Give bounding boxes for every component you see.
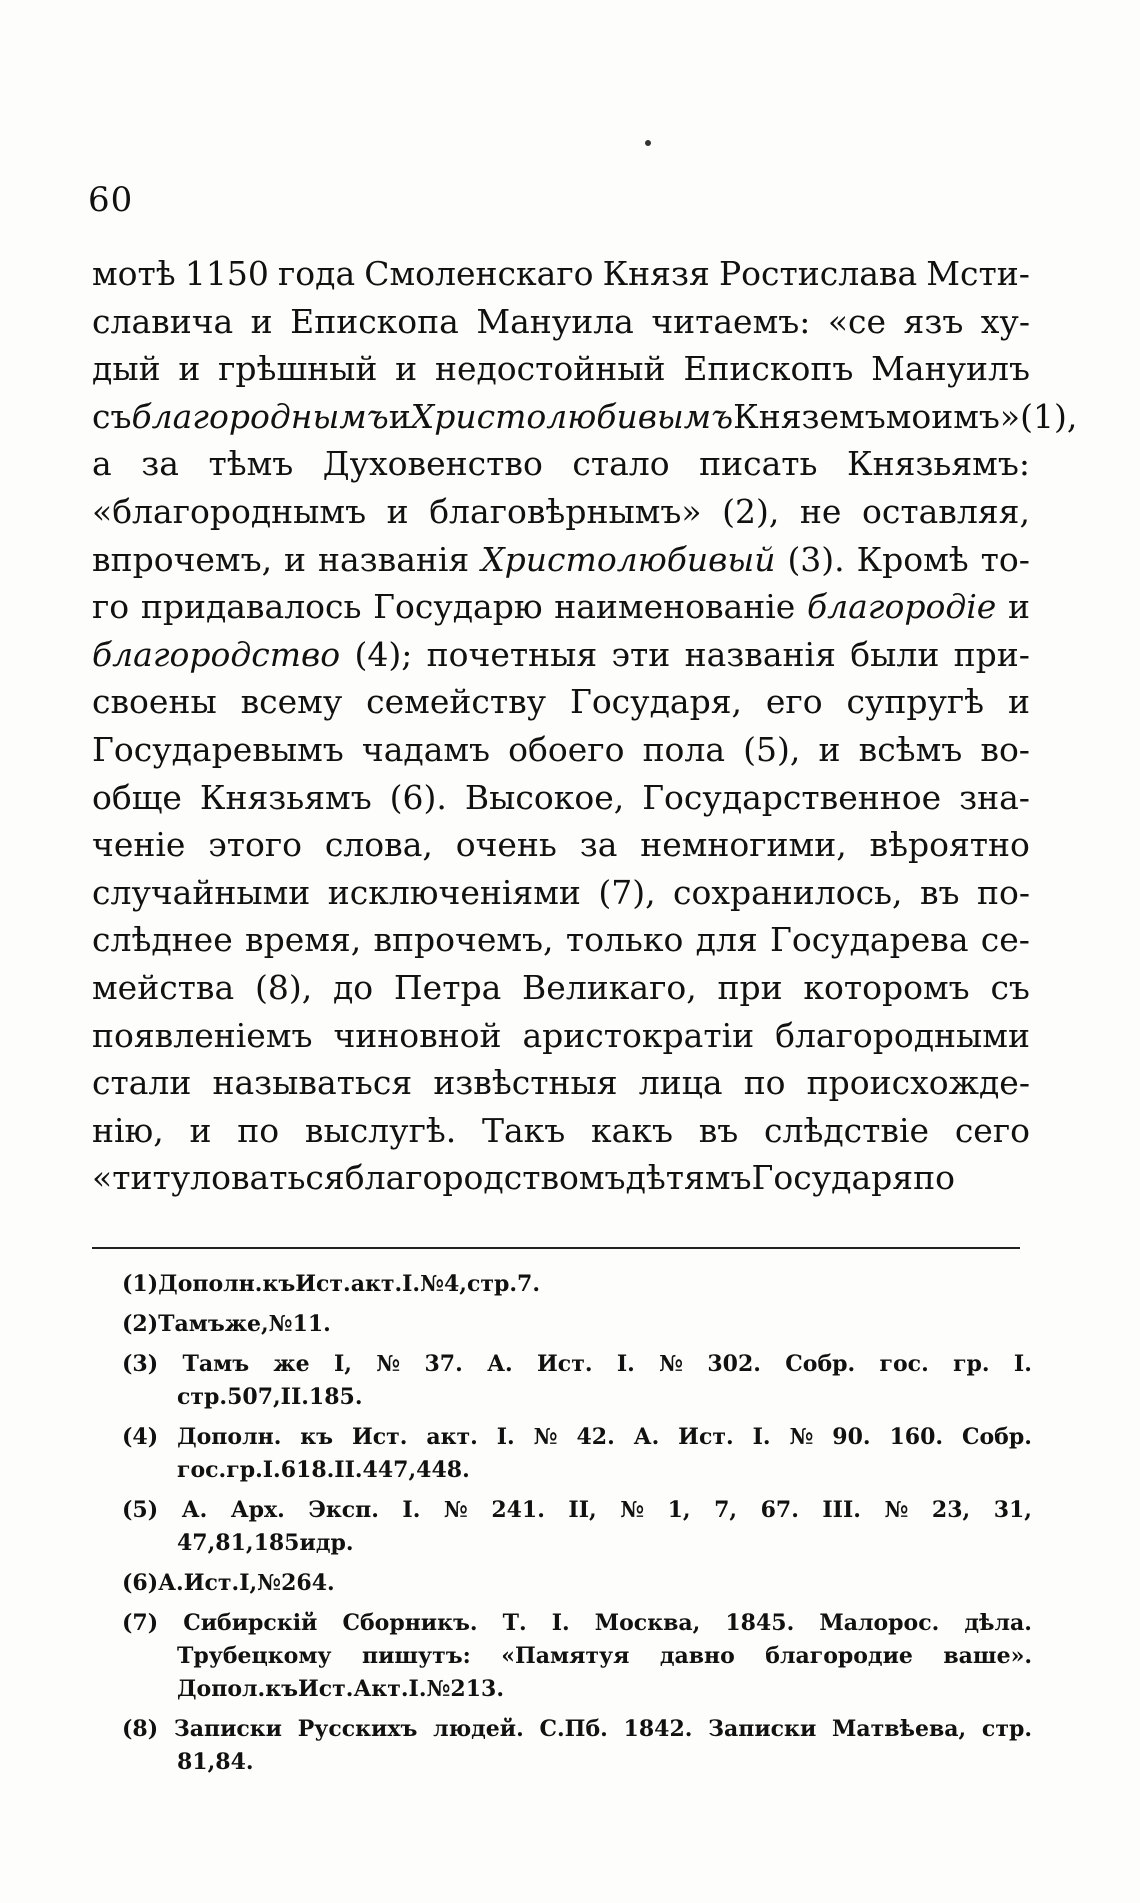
footnote — [122, 1567, 1032, 1600]
footnote-line: гос. гр. I. 618. II. 447, 448. — [177, 1457, 470, 1483]
footnote — [122, 1268, 1032, 1301]
body-line: случайными исключеніями (7), сохранилось, въ по- — [92, 872, 1030, 912]
footnote-line: (8) Записки Русскихъ людей. С.Пб. 1842. Записки Матвѣева, стр. — [122, 1716, 1032, 1742]
body-line: стали называться извѣстныя лица по происхожде- — [92, 1063, 1030, 1103]
footnote-line: 81, 84. — [177, 1749, 254, 1775]
footnote-line: (3) Тамъ же I, № 37. А. Ист. I. № 302. Собр. гос. гр. I. — [122, 1351, 1032, 1377]
body-line: мотѣ 1150 года Смоленскаго Князя Ростислава Мсти- — [92, 254, 1030, 293]
footnote-line: (6) А. Ист. I, № 264. — [122, 1570, 335, 1596]
footnote-line: (1) Дополн. къ Ист. акт. I. № 4, стр. 7. — [122, 1271, 541, 1297]
footnote — [122, 1494, 1032, 1560]
footnote-line: (5) А. Арх. Эксп. I. № 241. II, № 1, 7, 67. III. № 23, 31, — [122, 1497, 1032, 1523]
footnote-rule — [92, 1247, 1020, 1249]
body-line: нію, и по выслугѣ. Такъ какъ въ слѣдствіе сего — [92, 1110, 1030, 1150]
body-line: обще Князьямъ (6). Высокое, Государственное зна- — [92, 777, 1030, 817]
body-line: славича и Епископа Мануила читаемъ: «се язъ ху- — [92, 301, 1030, 341]
body-line: впрочемъ, и названія Христолюбивый (3). Кромѣ то- — [92, 539, 1030, 579]
footnote — [122, 1713, 1032, 1779]
body-line: ченіе этого слова, очень за немногими, вѣроятно — [92, 825, 1030, 865]
body-line: появленіемъ чиновной аристократіи благородными — [92, 1015, 1030, 1055]
footnote-line: Трубецкому пишутъ: «Памятуя давно благородие ваше». — [177, 1643, 1032, 1669]
footnote-line: (4) Дополн. къ Ист. акт. I. № 42. А. Ист. I. № 90. 160. Собр. — [122, 1424, 1032, 1450]
body-line: го придавалось Государю наименованіе благородіе и — [92, 587, 1030, 627]
body-line: «титуловаться благородствомъ дѣтямъ Государя по — [92, 1158, 955, 1198]
footnote — [122, 1348, 1032, 1414]
body-line: своены всему семейству Государя, его супругѣ и — [92, 682, 1030, 722]
body-line: мейства (8), до Петра Великаго, при которомъ съ — [92, 967, 1030, 1007]
body-line: Государевымъ чадамъ обоего пола (5), и всѣмъ во- — [92, 729, 1030, 769]
footnote-line: (2) Тамъ же, № 11. — [122, 1311, 331, 1337]
footnote-line: Допол. къ Ист. Акт. I. № 213. — [177, 1676, 505, 1702]
body-line: благородство (4); почетныя эти названія были при- — [92, 634, 1030, 674]
body-line: слѣднее время, впрочемъ, только для Государева се- — [92, 920, 1030, 960]
footnote-line: 47, 81, 185 и др. — [177, 1530, 354, 1556]
footnote-line: стр. 507, II. 185. — [177, 1384, 363, 1410]
footnote — [122, 1607, 1032, 1706]
body-text — [92, 250, 1078, 1202]
footnote-line: (7) Сибирскій Сборникъ. Т. I. Москва, 1845. Малорос. дѣла. — [122, 1610, 1032, 1636]
body-line: «благороднымъ и благовѣрнымъ» (2), не оставляя, — [92, 491, 1030, 531]
footnote — [122, 1308, 1032, 1341]
footnote — [122, 1421, 1032, 1487]
stray-ink-dot — [645, 140, 651, 146]
body-line: дый и грѣшный и недостойный Епископъ Мануилъ — [92, 349, 1030, 389]
body-line: а за тѣмъ Духовенство стало писать Князьямъ: — [92, 444, 1030, 484]
page-number: 60 — [88, 180, 134, 220]
body-line: съ благороднымъ и Христолюбивымъ Княземъ моимъ» (1), — [92, 396, 1078, 436]
footnotes — [122, 1268, 1032, 1786]
